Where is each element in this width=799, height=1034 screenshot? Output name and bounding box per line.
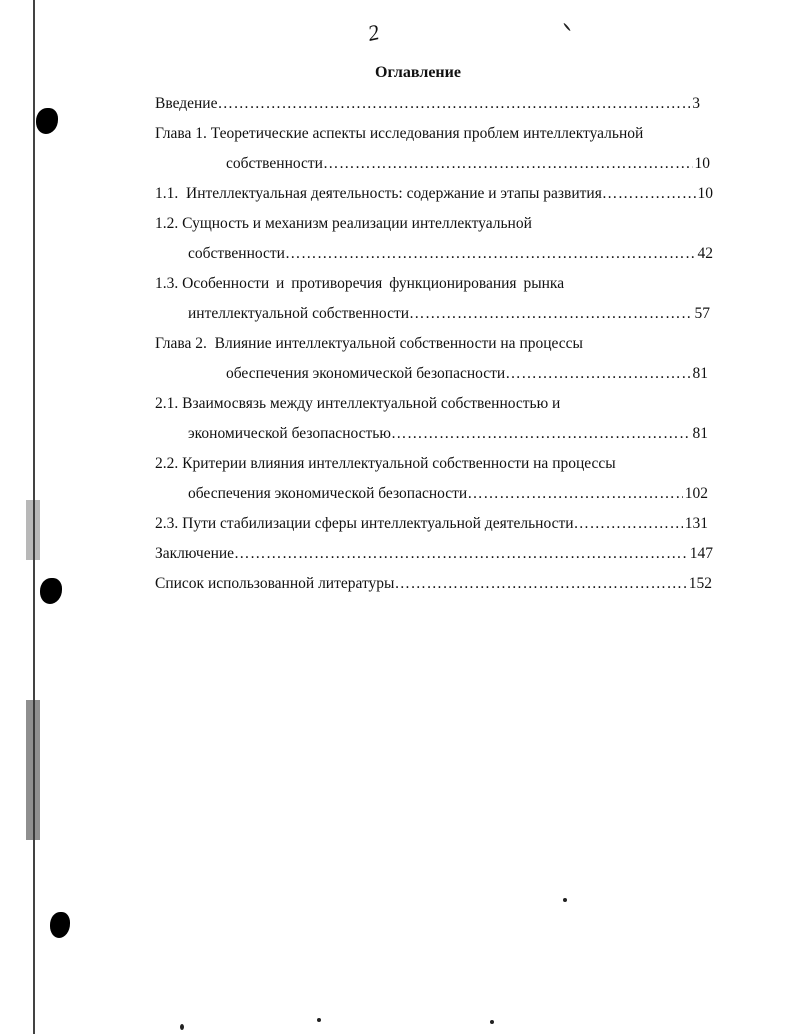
toc-entry-page: 10 <box>694 155 710 172</box>
toc-leader <box>394 574 686 594</box>
toc-entry-prefix: Глава 1. <box>155 125 207 142</box>
scan-speck <box>563 23 571 32</box>
toc-leader <box>285 244 696 264</box>
toc-entry-text: Список использованной литературы <box>155 575 395 592</box>
toc-entry-text: Взаимосвязь между интеллектуальной собственностью и <box>182 395 561 412</box>
toc-entry-page: 81 <box>692 425 708 442</box>
toc-entry-continuation-text: обеспечения экономической безопасности <box>226 365 506 382</box>
toc-entry-prefix: 1.3. <box>155 275 179 292</box>
toc-entry-continuation <box>188 484 708 504</box>
toc-entry <box>155 454 616 474</box>
toc-leader <box>467 484 683 504</box>
scan-speck <box>563 898 567 902</box>
toc-entry-page: 3 <box>692 95 700 112</box>
toc-leader <box>505 364 690 384</box>
page-title: Оглавление <box>375 64 461 81</box>
toc-entry <box>155 214 532 234</box>
toc-entry <box>155 184 713 204</box>
toc-entry-continuation <box>188 244 713 264</box>
toc-entry-text: Особенности и противоречия функционирования рынка <box>182 275 565 292</box>
toc-leader <box>574 514 683 534</box>
punch-hole <box>40 578 62 604</box>
toc-entry-page: 57 <box>694 305 710 322</box>
scan-speck <box>317 1018 321 1022</box>
toc-entry-continuation-text: собственности <box>188 245 285 262</box>
toc-entry <box>155 274 564 294</box>
toc-entry-page: 10 <box>697 185 713 202</box>
scan-edge-noise <box>26 500 40 560</box>
punch-hole <box>36 108 58 134</box>
toc-entry-text: Критерии влияния интеллектуальной собственности на процессы <box>182 455 616 472</box>
toc-leader <box>602 184 696 204</box>
toc-entry-page: 42 <box>697 245 713 262</box>
toc-entry-text: Теоретические аспекты исследования проблем интеллектуальной <box>210 125 644 142</box>
toc-entry-prefix: 2.1. <box>155 395 179 412</box>
toc-entry <box>155 574 712 594</box>
scan-edge-noise <box>26 700 40 840</box>
toc-entry-page: 152 <box>688 575 712 592</box>
toc-entry-continuation-text: экономической безопасностью <box>188 425 391 442</box>
toc-leader <box>391 424 691 444</box>
toc-entry-prefix: 2.3. <box>155 515 179 532</box>
toc-entry-page: 102 <box>684 485 708 502</box>
toc-entry-continuation-text: интеллектуальной собственности <box>188 305 410 322</box>
toc-entry-prefix: 1.1. <box>155 185 179 202</box>
scan-speck <box>180 1024 184 1030</box>
toc-entry-text: Сущность и механизм реализации интеллектуальной <box>182 215 532 232</box>
toc-entry-prefix: Глава 2. <box>155 335 207 352</box>
toc-leader <box>409 304 692 324</box>
toc-entry-text: Интеллектуальная деятельность: содержание и этапы развития <box>186 185 602 202</box>
toc-entry-text: Введение <box>155 95 218 112</box>
toc-entry-text: Пути стабилизации сферы интеллектуальной деятельности <box>182 515 574 532</box>
toc-entry <box>155 544 713 564</box>
toc-entry-page: 131 <box>684 515 708 532</box>
toc-entry-continuation <box>226 154 710 174</box>
toc-entry <box>155 514 708 534</box>
toc-entry-text: Влияние интеллектуальной собственности на процессы <box>214 335 583 352</box>
toc-entry-page: 147 <box>689 545 713 562</box>
toc-entry-continuation <box>188 304 710 324</box>
toc-entry-continuation-text: обеспечения экономической безопасности <box>188 485 468 502</box>
toc-entry-page: 81 <box>692 365 708 382</box>
toc-entry-prefix: 1.2. <box>155 215 179 232</box>
toc-entry <box>155 94 700 114</box>
scan-speck <box>490 1020 494 1024</box>
punch-hole <box>50 912 70 938</box>
toc-entry-prefix: 2.2. <box>155 455 179 472</box>
toc-entry-continuation <box>188 424 708 444</box>
handwritten-page-number: 2 <box>365 19 382 46</box>
toc-leader <box>234 544 688 564</box>
toc-leader <box>323 154 693 174</box>
toc-entry-text: Заключение <box>155 545 235 562</box>
toc-entry-continuation-text: собственности <box>226 155 323 172</box>
toc-leader <box>217 94 690 114</box>
toc-entry <box>155 124 643 144</box>
toc-entry <box>155 334 583 354</box>
toc-entry-continuation <box>226 364 708 384</box>
toc-entry <box>155 394 560 414</box>
